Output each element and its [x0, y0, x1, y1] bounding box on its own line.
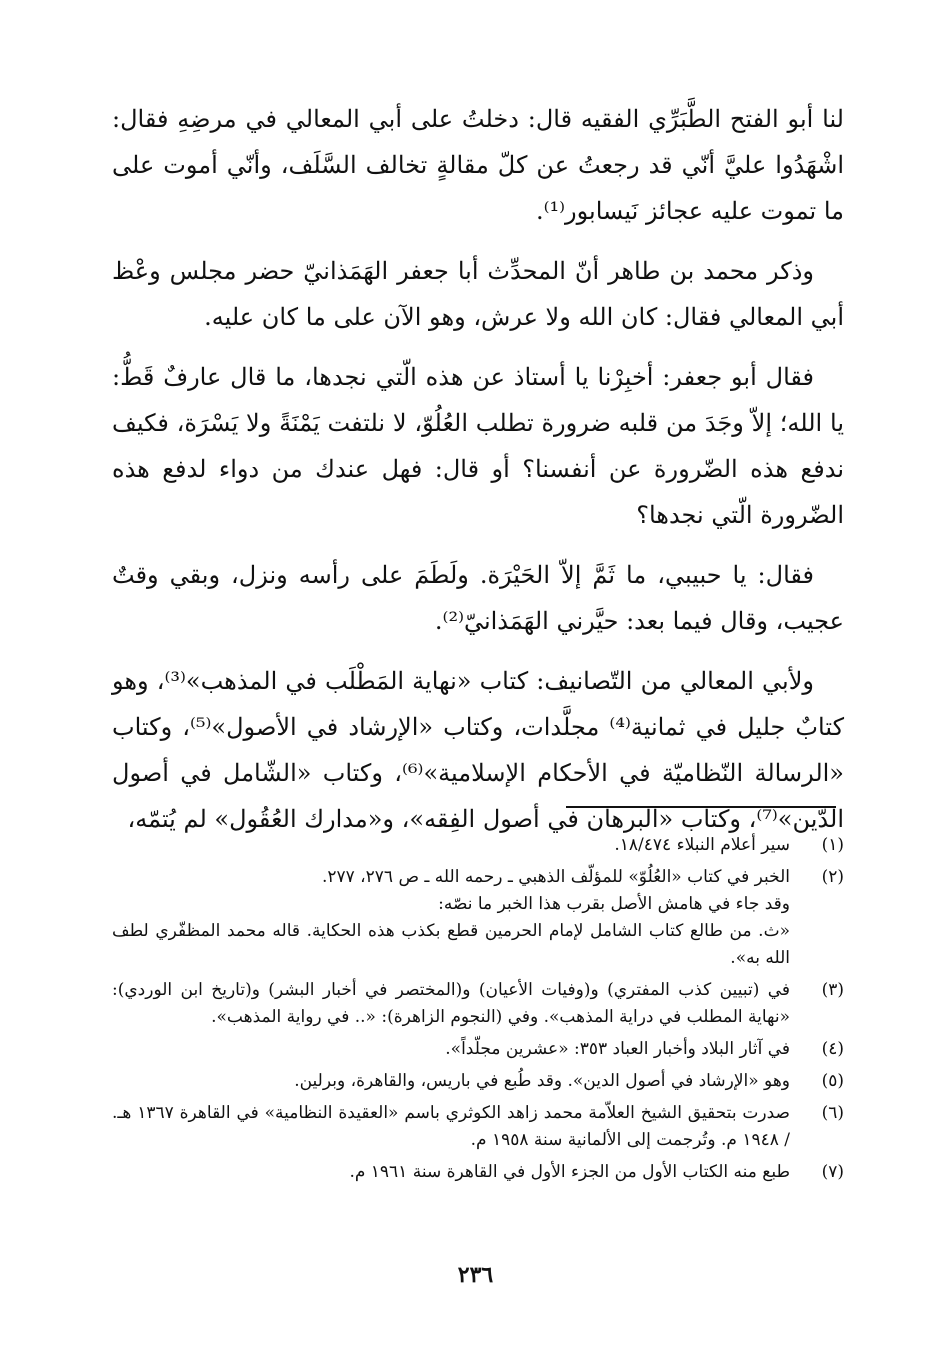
- footnote-line: في آثار البلاد وأخبار العباد ٣٥٣: «عشرين مجلّداً».: [445, 1039, 790, 1059]
- footnote-line: «ث. من طالع كتاب الشامل لإمام الحرمين قطع بكذب هذه الحكاية. قاله محمد المظفّري لطف الله به».: [112, 921, 790, 968]
- footnote: [112, 1100, 844, 1154]
- page-number: ٢٣٦: [457, 1262, 494, 1288]
- footnote-line: صدرت بتحقيق الشيخ العلاّمة محمد زاهد الكوثري باسم «العقيدة النظامية» في القاهرة ١٣٦٧ هـ. / ١٩٤٨ م. وتُرجمت إلى الألمانية سنة ١٩٥٨ م.: [112, 1103, 790, 1150]
- footnote-line: سير أعلام النبلاء ١٨/٤٧٤.: [614, 835, 790, 855]
- paragraph: ولأبي المعالي من التّصانيف: كتاب «نهاية المَطْلَب في المذهب»⁽³⁾، وهو كتابٌ جليل في ثمانية⁽⁴⁾ مجلَّدات، وكتاب «الإرشاد في الأصول»⁽⁵⁾، وكتاب «الرسالة النّظاميّة في الأحكام الإسلامية»⁽⁶⁾، وكتاب «الشّامل في أصول الدّين»⁽⁷⁾، وكتاب «البرهان في أصول الفِقه»، و«مدارك العُقُول» لم يُتمّه،: [112, 667, 845, 833]
- footnote: [112, 1068, 844, 1095]
- footnote-body: [112, 1068, 790, 1095]
- footnote: [112, 977, 844, 1031]
- footnote: [112, 1159, 844, 1186]
- main-text: [112, 96, 844, 856]
- paragraph: فقال: يا حبيبي، ما ثَمَّ إلاّ الحَيْرَة. ولَطَمَ على رأسه ونزل، وبقي وقتٌ عجيب، وقال فيما بعد: حيَّرني الهَمَذانيّ⁽²⁾.: [112, 561, 844, 635]
- footnote-line: طبع منه الكتاب الأول من الجزء الأول في القاهرة سنة ١٩٦١ م.: [349, 1162, 790, 1182]
- footnote-body: [112, 1036, 790, 1063]
- footnote-line: الخبر في كتاب «العُلُوّ» للمؤلّف الذهبي ـ رحمه الله ـ ص ٢٧٦، ٢٧٧.: [321, 867, 790, 887]
- paragraph: لنا أبو الفتح الطَّبَرِّي الفقيه قال: دخلتُ على أبي المعالي في مرضِهِ فقال: اشْهَدُوا عليَّ أنّي قد رجعتُ عن كلّ مقالةٍ تخالف السَّلَف، وأنّي أموت على ما تموت عليه عجائز نَيسابور⁽¹⁾.: [112, 105, 844, 225]
- paragraph: فقال أبو جعفر: أخبِرْنا يا أستاذ عن هذه الّتي نجدها، ما قال عارفٌ قَطُّ: يا الله؛ إلاّ وجَدَ من قلبه ضرورة تطلب العُلُوّ، لا نلتفت يَمْنَةً ولا يَسْرَة، فكيف ندفع هذه الضّرورة عن أنفسنا؟ أو قال: فهل عندك من دواء لدفع هذه الضّرورة الّتي نجدها؟: [112, 363, 844, 529]
- footnote-body: [112, 864, 790, 972]
- footnotes: [112, 832, 844, 1191]
- footnote-divider: [566, 806, 836, 808]
- footnote-body: [112, 832, 790, 859]
- footnote-body: [112, 1159, 790, 1186]
- footnote-number: (٦): [821, 1103, 844, 1123]
- footnote-number: (٤): [821, 1039, 844, 1059]
- footnote-line: وهو «الإرشاد في أصول الدين». وقد طُبع في باريس، والقاهرة، وبرلين.: [294, 1071, 790, 1091]
- footnote-number: (٥): [821, 1071, 844, 1091]
- paragraph: وذكر محمد بن طاهر أنّ المحدِّث أبا جعفر الهَمَذانيّ حضر مجلس وعْظ أبي المعالي فقال: كان الله ولا عرش، وهو الآن على ما كان عليه.: [112, 257, 844, 331]
- footnote: [112, 832, 844, 859]
- footnote: [112, 1036, 844, 1063]
- footnote-number: (١): [821, 835, 844, 855]
- footnote-body: [112, 1100, 790, 1154]
- footnote-body: [112, 977, 790, 1031]
- footnote-number: (٣): [821, 980, 844, 1000]
- footnote-line: وقد جاء في هامش الأصل بقرب هذا الخبر ما نصّه:: [438, 894, 790, 914]
- footnote-number: (٢): [821, 867, 844, 887]
- footnote-number: (٧): [821, 1162, 844, 1182]
- footnote: [112, 864, 844, 972]
- footnote-line: في (تبيين كذب المفتري) و(وفيات الأعيان) و(المختصر في أخبار البشر) و(تاريخ ابن الوردي): «نهاية المطلب في دراية المذهب». وفي (النجوم الزاهرة): «.. في رواية المذهب».: [112, 980, 790, 1027]
